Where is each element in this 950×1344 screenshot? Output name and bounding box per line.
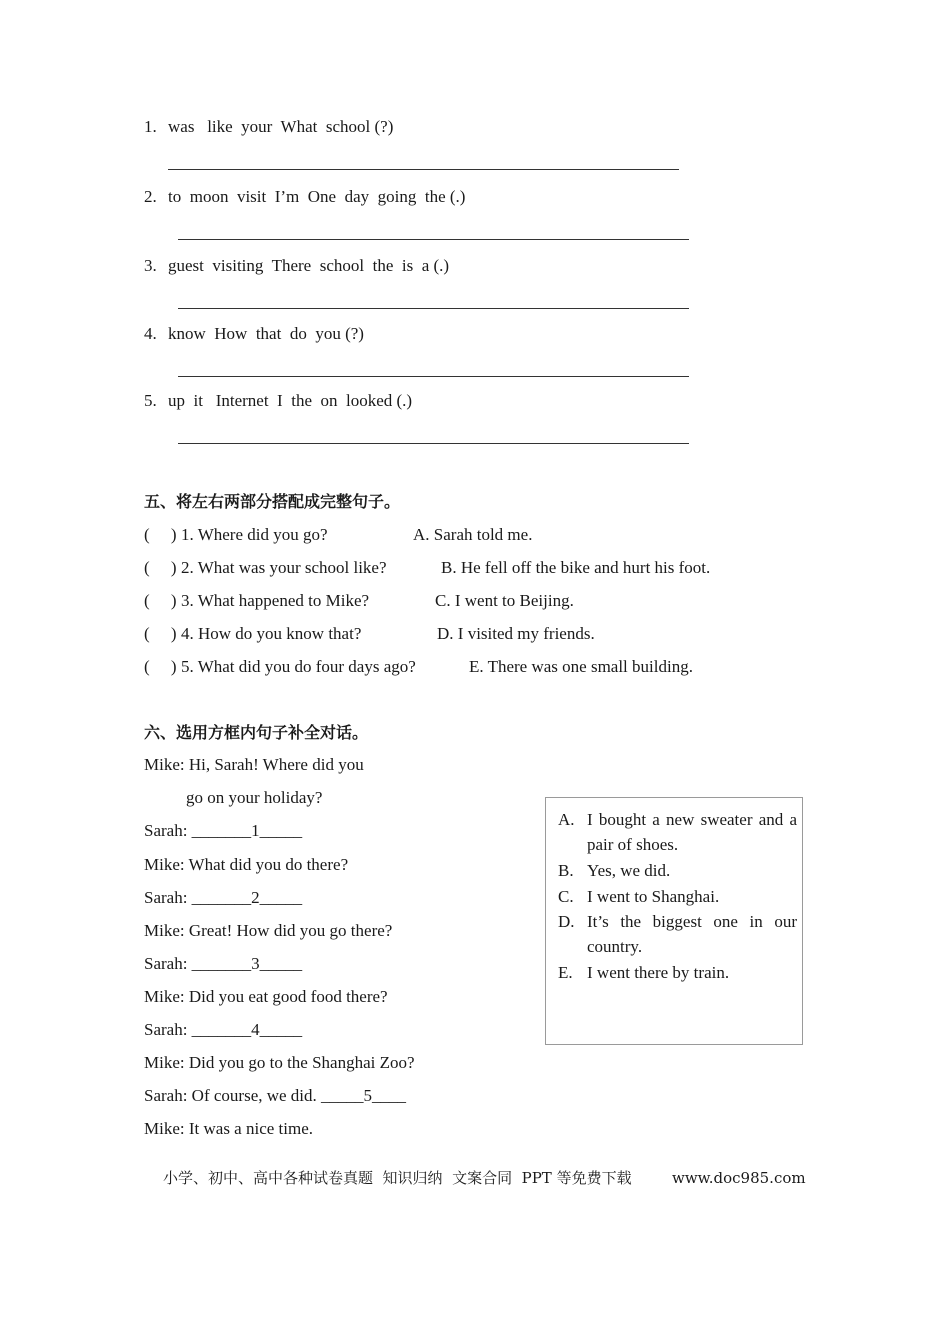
option-text: I went to Shanghai. bbox=[587, 887, 720, 906]
dialogue-line: Mike: It was a nice time. bbox=[144, 1119, 314, 1138]
dialogue-blank-5[interactable]: Sarah: Of course, we did. _____5____ bbox=[144, 1086, 407, 1105]
reorder-item-5-number: 5. bbox=[144, 391, 157, 410]
matching-answer-d: D. I visited my friends. bbox=[437, 624, 595, 643]
matching-question-5: 5. What did you do four days ago? bbox=[181, 657, 416, 676]
matching-bracket-4[interactable]: ( ) bbox=[144, 624, 177, 643]
dialogue-line: Mike: What did you do there? bbox=[144, 855, 349, 874]
matching-bracket-1[interactable]: ( ) bbox=[144, 525, 177, 544]
matching-bracket-5[interactable]: ( ) bbox=[144, 657, 177, 676]
dialogue-line: go on your holiday? bbox=[186, 788, 323, 807]
matching-question-3: 3. What happened to Mike? bbox=[181, 591, 370, 610]
matching-answer-e: E. There was one small building. bbox=[469, 657, 693, 676]
reorder-item-4-number: 4. bbox=[144, 324, 157, 343]
matching-answer-a: A. Sarah told me. bbox=[413, 525, 533, 544]
option-letter: B. bbox=[558, 861, 574, 880]
dialogue-blank-4[interactable]: Sarah: _______4_____ bbox=[144, 1020, 303, 1039]
option-text: I bought a new sweater and a pair of shoes. bbox=[587, 810, 797, 854]
answer-line-5[interactable] bbox=[178, 443, 689, 444]
dialogue-line: Mike: Did you go to the Shanghai Zoo? bbox=[144, 1053, 415, 1072]
reorder-item-2-number: 2. bbox=[144, 187, 157, 206]
reorder-item-1-words: was like your What school (?) bbox=[168, 117, 394, 136]
answer-line-1[interactable] bbox=[168, 169, 679, 170]
dialogue-heading: 六、选用方框内句子补全对话。 bbox=[144, 723, 369, 742]
dialogue-line: Mike: Did you eat good food there? bbox=[144, 987, 388, 1006]
option-text: I went there by train. bbox=[587, 963, 730, 982]
option-letter: C. bbox=[558, 887, 574, 906]
option-text: It’s the biggest one in our country. bbox=[587, 912, 797, 956]
reorder-item-3-words: guest visiting There school the is a (.) bbox=[168, 256, 450, 275]
reorder-item-5-words: up it Internet I the on looked (.) bbox=[168, 391, 413, 410]
option-letter: D. bbox=[558, 912, 575, 931]
option-text: Yes, we did. bbox=[587, 861, 671, 880]
reorder-item-1-number: 1. bbox=[144, 117, 157, 136]
footer-url[interactable]: www.doc985.com bbox=[672, 1169, 806, 1187]
option-letter: A. bbox=[558, 810, 575, 829]
reorder-item-2-words: to moon visit I’m One day going the (.) bbox=[168, 187, 466, 206]
options-box bbox=[545, 797, 803, 1045]
answer-line-4[interactable] bbox=[178, 376, 689, 377]
answer-line-3[interactable] bbox=[178, 308, 689, 309]
matching-answer-b: B. He fell off the bike and hurt his foot. bbox=[441, 558, 711, 577]
matching-answer-c: C. I went to Beijing. bbox=[435, 591, 574, 610]
footer-text: 小学、初中、高中各种试卷真题 知识归纳 文案合同 PPT 等免费下载 bbox=[163, 1169, 632, 1187]
matching-bracket-2[interactable]: ( ) bbox=[144, 558, 177, 577]
matching-question-2: 2. What was your school like? bbox=[181, 558, 387, 577]
dialogue-blank-2[interactable]: Sarah: _______2_____ bbox=[144, 888, 303, 907]
answer-line-2[interactable] bbox=[178, 239, 689, 240]
dialogue-line: Mike: Great! How did you go there? bbox=[144, 921, 393, 940]
reorder-item-3-number: 3. bbox=[144, 256, 157, 275]
reorder-item-4-words: know How that do you (?) bbox=[168, 324, 364, 343]
matching-bracket-3[interactable]: ( ) bbox=[144, 591, 177, 610]
matching-question-4: 4. How do you know that? bbox=[181, 624, 362, 643]
option-letter: E. bbox=[558, 963, 573, 982]
matching-heading: 五、将左右两部分搭配成完整句子。 bbox=[144, 492, 401, 511]
dialogue-line: Mike: Hi, Sarah! Where did you bbox=[144, 755, 364, 774]
matching-question-1: 1. Where did you go? bbox=[181, 525, 328, 544]
dialogue-blank-1[interactable]: Sarah: _______1_____ bbox=[144, 821, 303, 840]
dialogue-blank-3[interactable]: Sarah: _______3_____ bbox=[144, 954, 303, 973]
